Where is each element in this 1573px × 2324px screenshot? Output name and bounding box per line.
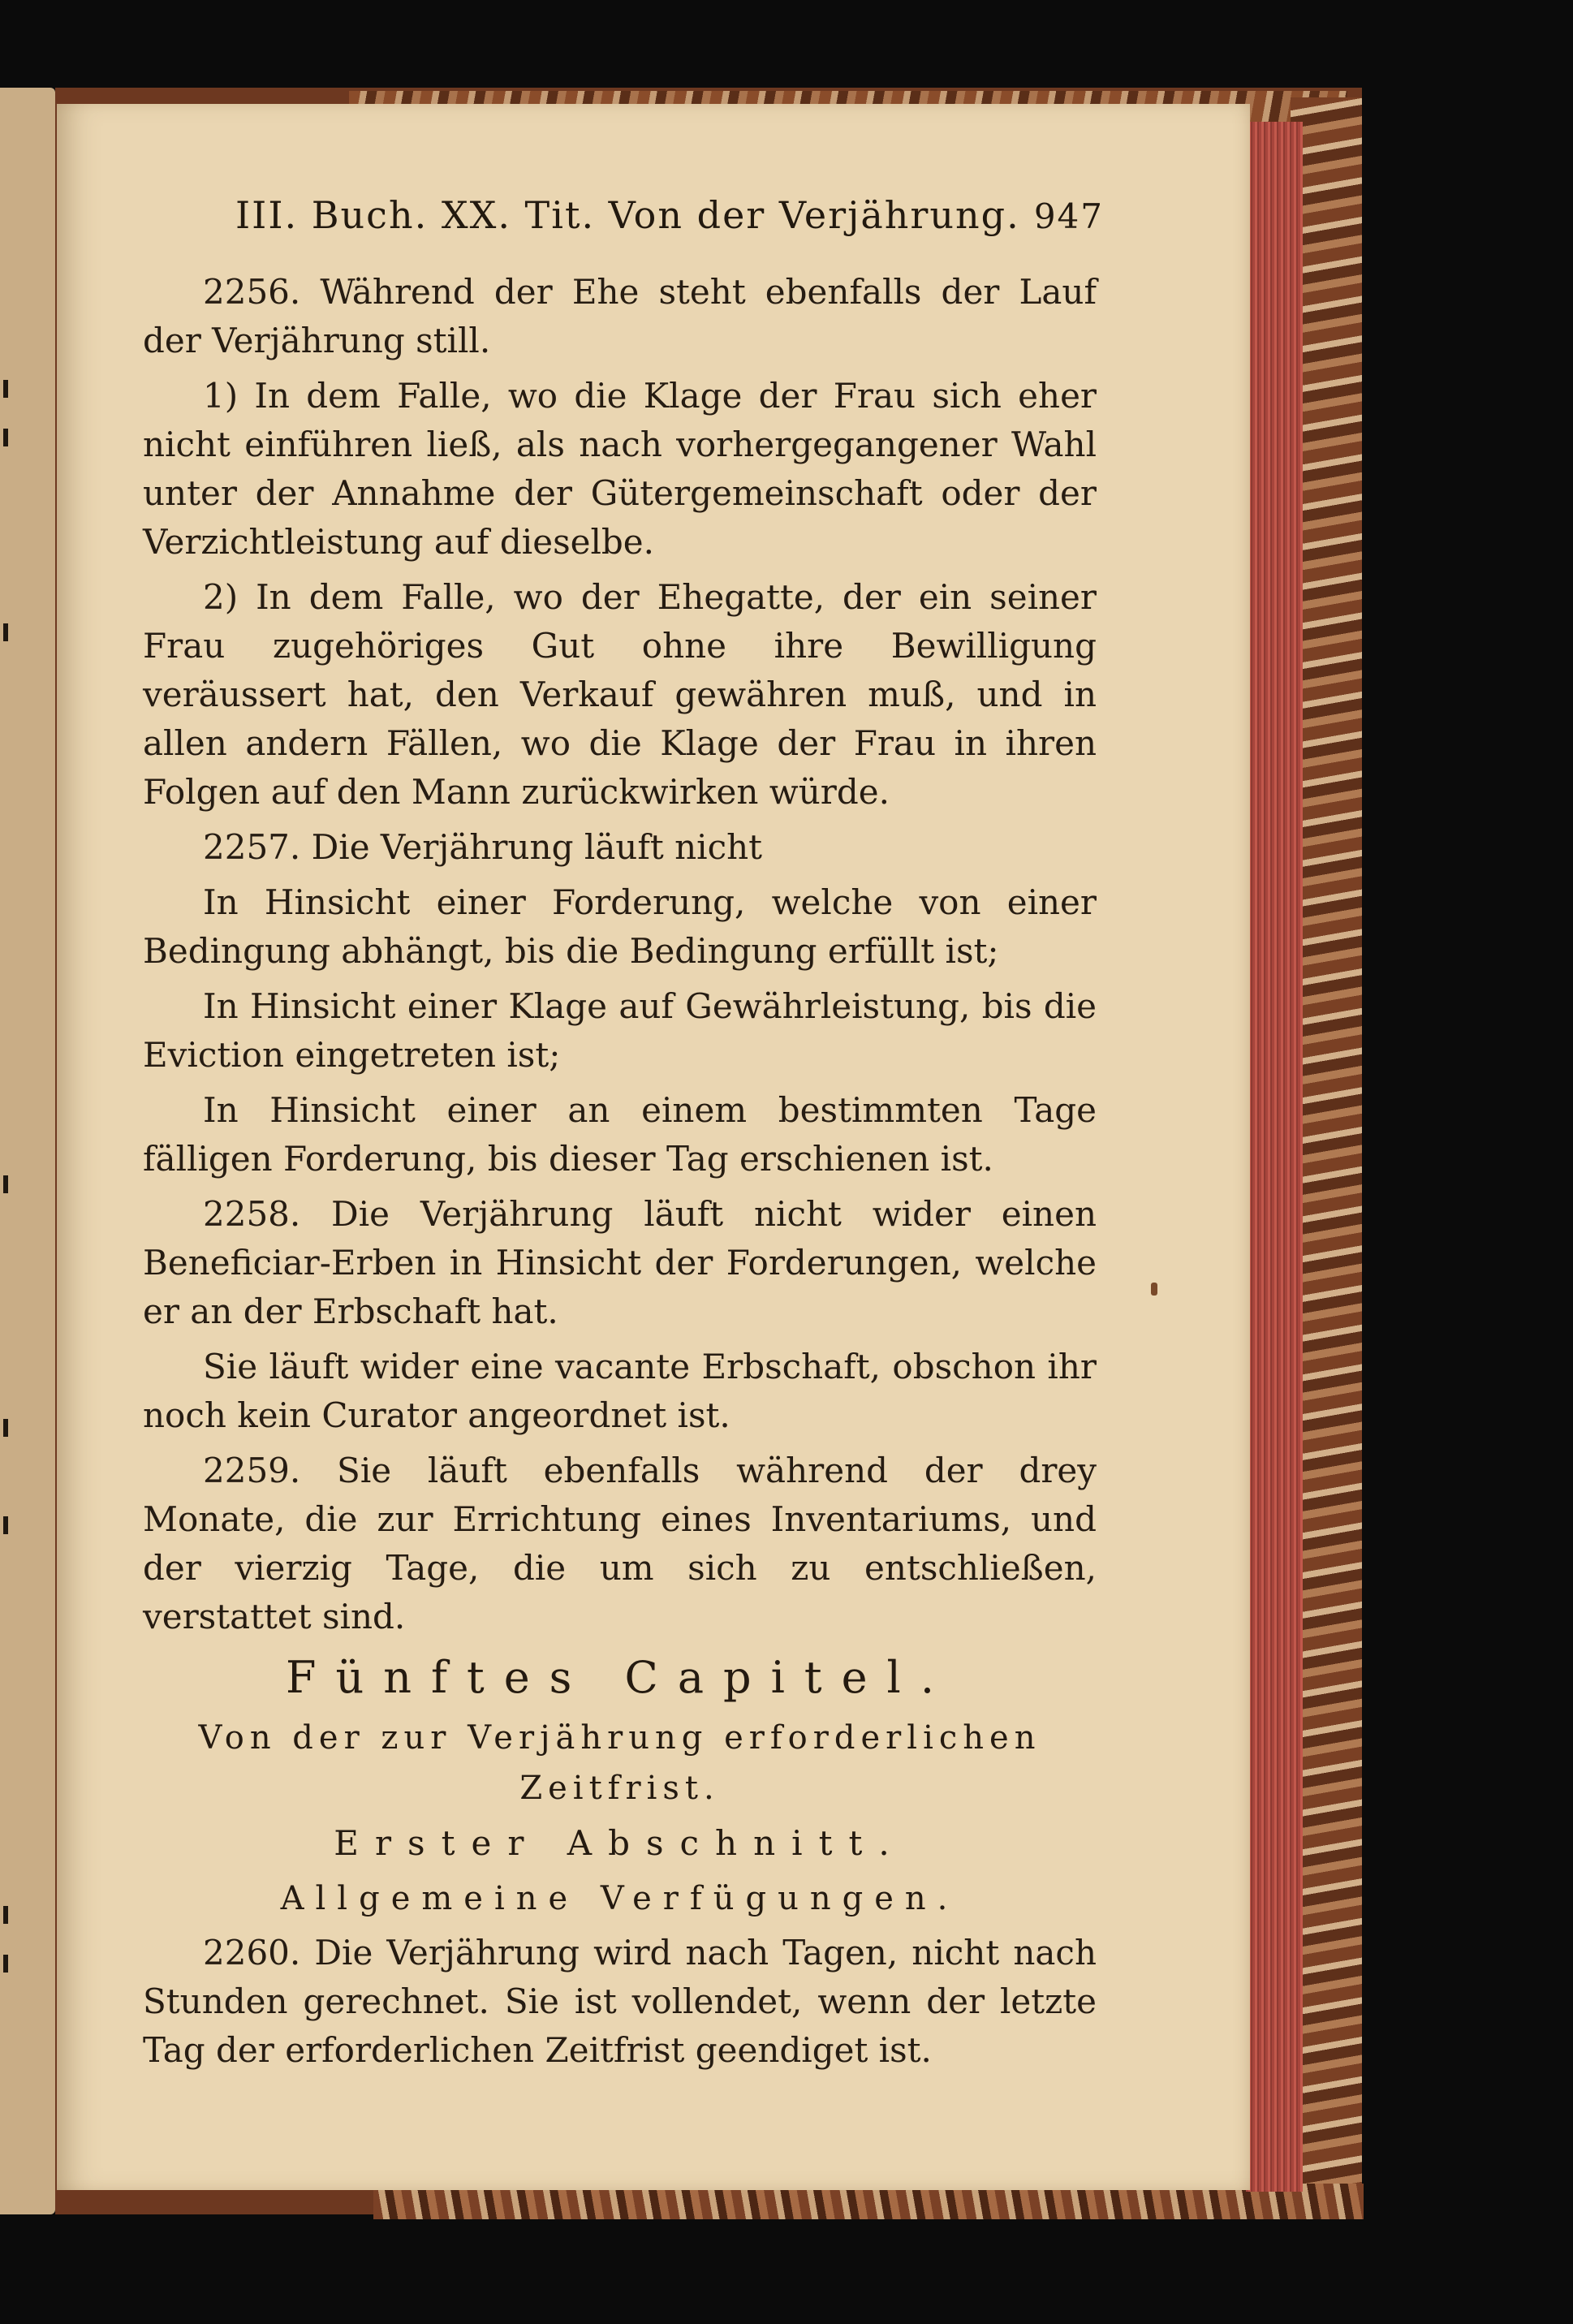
running-title: III. Buch. XX. Tit. Von der Verjährung. [235, 193, 1020, 237]
paragraph-2257: 2257. Die Verjährung läuft nicht [203, 827, 763, 867]
paper-speck [1151, 1283, 1157, 1296]
paragraph-2257-a: In Hinsicht einer Forderung, welche von einer Bedingung abhängt, bis die Bedingung erfüllt ist; [143, 882, 1097, 971]
paragraph-2258-b: Sie läuft wider eine vacante Erbschaft, obschon ihr noch kein Curator angeordnet ist. [143, 1347, 1097, 1435]
red-page-edges [1246, 122, 1303, 2192]
paragraph-2257-c: In Hinsicht einer an einem bestimmten Tage fälligen Forderung, bis dieser Tag erschienen ist. [143, 1090, 1097, 1179]
paragraph-2258: 2258. Die Verjährung läuft nicht wider einen Beneficiar-Erben in Hinsicht der Forderungen, welche er an der Erbschaft hat. [143, 1194, 1097, 1331]
chapter-subheading: Von der zur Verjährung erforderlichen Zeitfrist. [198, 1719, 1041, 1807]
ink-mark [3, 1906, 8, 1924]
ink-mark [3, 1955, 8, 1973]
general-provisions-heading: Allgemeine Verfügungen. [280, 1880, 959, 1917]
section-heading: Erster Abschnitt. [334, 1823, 906, 1863]
paragraph-2256-1: 1) In dem Falle, wo die Klage der Frau sich eher nicht einführen ließ, als nach vorhergegangener Wahl unter der Annahme der Gütergemeinschaft oder der Verzichtleistung auf dieselbe. [143, 376, 1097, 562]
page-text [143, 268, 1097, 2081]
page-number: 947 [1033, 196, 1104, 236]
paragraph-2256: 2256. Während der Ehe steht ebenfalls der Lauf der Verjährung still. [143, 272, 1097, 360]
facing-page-edge [0, 88, 55, 2214]
ink-mark [3, 1175, 8, 1193]
ink-mark [3, 1419, 8, 1437]
ink-mark [3, 429, 8, 446]
ink-mark [3, 1516, 8, 1534]
chapter-heading: Fünftes Capitel. [286, 1652, 954, 1703]
paragraph-2260: 2260. Die Verjährung wird nach Tagen, nicht nach Stunden gerechnet. Sie ist vollendet, wenn der letzte Tag der erforderlichen Zeitfrist geendiget ist. [143, 1933, 1097, 2070]
paragraph-2256-2: 2) In dem Falle, wo der Ehegatte, der ein seiner Frau zugehöriges Gut ohne ihre Bewilligung veräussert hat, den Verkauf gewähren muß, und in allen andern Fällen, wo die Klage der Frau in ihren Folgen auf den Mann zurückwirken würde. [143, 577, 1097, 812]
paragraph-2257-b: In Hinsicht einer Klage auf Gewährleistung, bis die Eviction eingetreten ist; [143, 986, 1097, 1075]
paragraph-2259: 2259. Sie läuft ebenfalls während der drey Monate, die zur Errichtung eines Inventariums, und der vierzig Tage, die um sich zu entschließen, verstattet sind. [143, 1451, 1097, 1636]
running-header [235, 193, 1104, 237]
ink-mark [3, 623, 8, 641]
ink-mark [3, 380, 8, 398]
